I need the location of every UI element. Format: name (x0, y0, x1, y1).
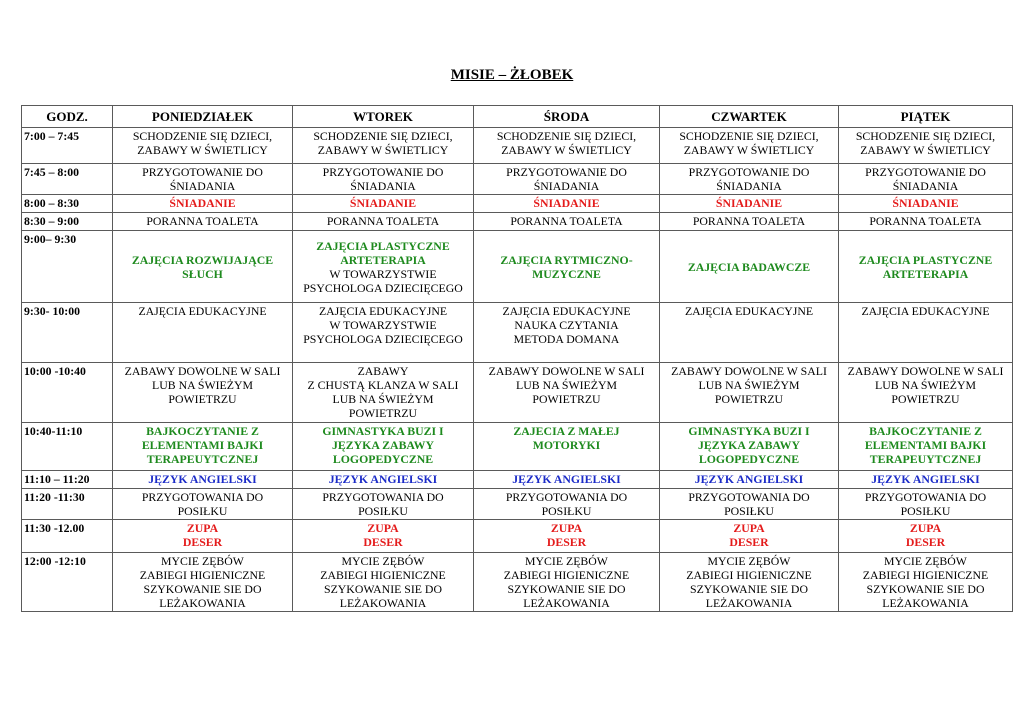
schedule-row (22, 553, 1013, 612)
schedule-row (22, 520, 1013, 553)
time-cell: 11:10 – 11:20 (22, 471, 113, 489)
activity-cell-tuesday: ŚNIADANIE (293, 195, 474, 213)
activity-cell-wednesday: PRZYGOTOWANIA DO POSIŁKU (474, 489, 660, 520)
time-cell: 8:00 – 8:30 (22, 195, 113, 213)
time-cell: 11:20 -11:30 (22, 489, 113, 520)
activity-cell-monday: JĘZYK ANGIELSKI (113, 471, 293, 489)
activity-cell-thursday: GIMNASTYKA BUZI I JĘZYKA ZABAWY LOGOPEDYCZNE (660, 423, 839, 471)
activity-cell-wednesday: MYCIE ZĘBÓW ZABIEGI HIGIENICZNE SZYKOWANIE SIE DO LEŻAKOWANIA (474, 553, 660, 612)
activity-cell-thursday: PRZYGOTOWANIE DO ŚNIADANIA (660, 164, 839, 195)
activity-cell-tuesday: GIMNASTYKA BUZI I JĘZYKA ZABAWY LOGOPEDYCZNE (293, 423, 474, 471)
activity-highlight: ZAJĘCIA PLASTYCZNE ARTETERAPIA (858, 252, 993, 281)
activity-cell-friday (839, 231, 1013, 303)
schedule-row (22, 423, 1013, 471)
activity-cell-tuesday: ZABAWY Z CHUSTĄ KLANZA W SALI LUB NA ŚWIEŻYM POWIETRZU (293, 363, 474, 423)
activity-note: W TOWARZYSTWIE PSYCHOLOGA DZIECIĘCEGO (303, 266, 463, 295)
header-monday: PONIEDZIAŁEK (113, 106, 293, 128)
schedule-row (22, 363, 1013, 423)
time-cell: 7:45 – 8:00 (22, 164, 113, 195)
activity-cell-thursday: ZAJĘCIA EDUKACYJNE (660, 303, 839, 363)
schedule-row (22, 303, 1013, 363)
activity-cell-friday: ZUPA DESER (839, 520, 1013, 553)
activity-cell-tuesday: ZUPA DESER (293, 520, 474, 553)
activity-cell-thursday: MYCIE ZĘBÓW ZABIEGI HIGIENICZNE SZYKOWANIE SIE DO LEŻAKOWANIA (660, 553, 839, 612)
time-cell: 9:30- 10:00 (22, 303, 113, 363)
activity-cell-monday: PRZYGOTOWANIE DO ŚNIADANIA (113, 164, 293, 195)
activity-cell-wednesday: ZUPA DESER (474, 520, 660, 553)
schedule-row (22, 213, 1013, 231)
activity-cell-tuesday: MYCIE ZĘBÓW ZABIEGI HIGIENICZNE SZYKOWANIE SIE DO LEŻAKOWANIA (293, 553, 474, 612)
time-cell: 9:00– 9:30 (22, 231, 113, 303)
activity-cell-wednesday: ZAJECIA Z MAŁEJ MOTORYKI (474, 423, 660, 471)
activity-cell-wednesday: PRZYGOTOWANIE DO ŚNIADANIA (474, 164, 660, 195)
activity-cell-tuesday: PORANNA TOALETA (293, 213, 474, 231)
activity-cell-thursday: PRZYGOTOWANIA DO POSIŁKU (660, 489, 839, 520)
schedule-row (22, 195, 1013, 213)
activity-cell-tuesday: JĘZYK ANGIELSKI (293, 471, 474, 489)
activity-cell-thursday: ŚNIADANIE (660, 195, 839, 213)
header-thursday: CZWARTEK (660, 106, 839, 128)
header-time: GODZ. (22, 106, 113, 128)
activity-cell-wednesday: ZABAWY DOWOLNE W SALI LUB NA ŚWIEŻYM POWIETRZU (474, 363, 660, 423)
activity-cell-wednesday: JĘZYK ANGIELSKI (474, 471, 660, 489)
activity-cell-monday: ZUPA DESER (113, 520, 293, 553)
time-cell: 10:00 -10:40 (22, 363, 113, 423)
schedule-row (22, 471, 1013, 489)
activity-cell-monday: PRZYGOTOWANIA DO POSIŁKU (113, 489, 293, 520)
activity-cell-tuesday: PRZYGOTOWANIA DO POSIŁKU (293, 489, 474, 520)
activity-cell-friday: BAJKOCZYTANIE Z ELEMENTAMI BAJKI TERAPEUYTCZNEJ (839, 423, 1013, 471)
activity-cell-friday: ZABAWY DOWOLNE W SALI LUB NA ŚWIEŻYM POWIETRZU (839, 363, 1013, 423)
activity-cell-wednesday: PORANNA TOALETA (474, 213, 660, 231)
schedule-row (22, 164, 1013, 195)
activity-highlight: ZAJĘCIA ROZWIJAJĄCE SŁUCH (131, 252, 274, 281)
header-tuesday: WTOREK (293, 106, 474, 128)
header-wednesday: ŚRODA (474, 106, 660, 128)
activity-cell-friday: PRZYGOTOWANIA DO POSIŁKU (839, 489, 1013, 520)
activity-cell-thursday: ZABAWY DOWOLNE W SALI LUB NA ŚWIEŻYM POWIETRZU (660, 363, 839, 423)
activity-cell-monday: SCHODZENIE SIĘ DZIECI, ZABAWY W ŚWIETLICY (113, 128, 293, 164)
activity-cell-tuesday: SCHODZENIE SIĘ DZIECI, ZABAWY W ŚWIETLICY (293, 128, 474, 164)
activity-cell-wednesday (474, 231, 660, 303)
activity-cell-monday: MYCIE ZĘBÓW ZABIEGI HIGIENICZNE SZYKOWANIE SIE DO LEŻAKOWANIA (113, 553, 293, 612)
activity-highlight: ZAJĘCIA PLASTYCZNE ARTETERAPIA (316, 238, 450, 267)
activity-cell-friday: JĘZYK ANGIELSKI (839, 471, 1013, 489)
header-row (22, 106, 1013, 128)
activity-cell-friday: MYCIE ZĘBÓW ZABIEGI HIGIENICZNE SZYKOWANIE SIE DO LEŻAKOWANIA (839, 553, 1013, 612)
activity-highlight: ZAJĘCIA RYTMICZNO- MUZYCZNE (500, 252, 633, 281)
activity-highlight: ZAJĘCIA BADAWCZE (687, 259, 811, 274)
time-cell: 8:30 – 9:00 (22, 213, 113, 231)
time-cell: 10:40-11:10 (22, 423, 113, 471)
activity-cell-wednesday: ŚNIADANIE (474, 195, 660, 213)
time-cell: 12:00 -12:10 (22, 553, 113, 612)
activity-cell-monday: ZABAWY DOWOLNE W SALI LUB NA ŚWIEŻYM POWIETRZU (113, 363, 293, 423)
activity-cell-tuesday: ZAJĘCIA EDUKACYJNE W TOWARZYSTWIE PSYCHOLOGA DZIECIĘCEGO (293, 303, 474, 363)
activity-cell-monday: BAJKOCZYTANIE Z ELEMENTAMI BAJKI TERAPEUYTCZNEJ (113, 423, 293, 471)
schedule-table (21, 105, 1013, 612)
schedule-row (22, 231, 1013, 303)
activity-cell-friday: ŚNIADANIE (839, 195, 1013, 213)
activity-cell-thursday: SCHODZENIE SIĘ DZIECI, ZABAWY W ŚWIETLICY (660, 128, 839, 164)
activity-cell-monday: PORANNA TOALETA (113, 213, 293, 231)
activity-cell-friday: SCHODZENIE SIĘ DZIECI, ZABAWY W ŚWIETLICY (839, 128, 1013, 164)
activity-cell-monday: ZAJĘCIA EDUKACYJNE (113, 303, 293, 363)
activity-cell-wednesday: ZAJĘCIA EDUKACYJNE NAUKA CZYTANIA METODA DOMANA (474, 303, 660, 363)
activity-cell-tuesday (293, 231, 474, 303)
time-cell: 7:00 – 7:45 (22, 128, 113, 164)
time-cell: 11:30 -12.00 (22, 520, 113, 553)
activity-cell-tuesday: PRZYGOTOWANIE DO ŚNIADANIA (293, 164, 474, 195)
activity-cell-monday: ŚNIADANIE (113, 195, 293, 213)
activity-cell-thursday: JĘZYK ANGIELSKI (660, 471, 839, 489)
activity-cell-thursday: PORANNA TOALETA (660, 213, 839, 231)
activity-cell-friday: PRZYGOTOWANIE DO ŚNIADANIA (839, 164, 1013, 195)
activity-cell-friday: ZAJĘCIA EDUKACYJNE (839, 303, 1013, 363)
schedule-row (22, 489, 1013, 520)
schedule-row (22, 128, 1013, 164)
activity-cell-thursday (660, 231, 839, 303)
header-friday: PIĄTEK (839, 106, 1013, 128)
page-title: MISIE – ŻŁOBEK (450, 67, 574, 83)
activity-cell-wednesday: SCHODZENIE SIĘ DZIECI, ZABAWY W ŚWIETLICY (474, 128, 660, 164)
activity-cell-monday (113, 231, 293, 303)
activity-cell-thursday: ZUPA DESER (660, 520, 839, 553)
activity-cell-friday: PORANNA TOALETA (839, 213, 1013, 231)
